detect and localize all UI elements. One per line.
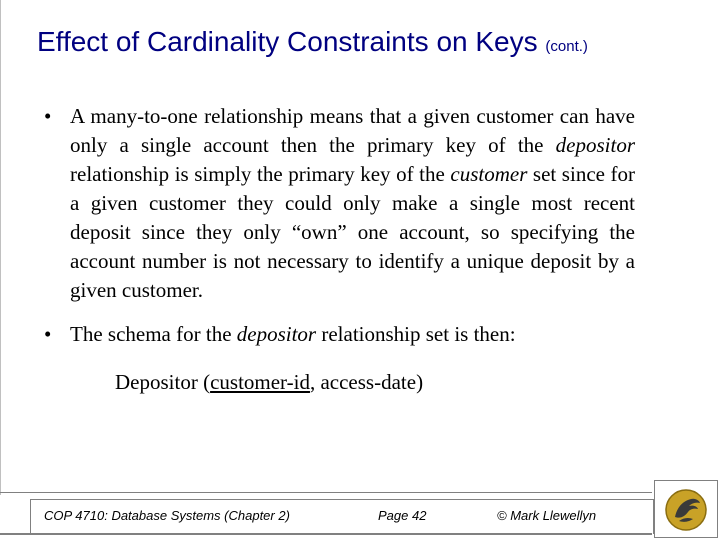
bullet1-part1: A many-to-one relationship means that a given customer can have only a single account then the primary key of the bbox=[70, 104, 635, 157]
footer-course: COP 4710: Database Systems (Chapter 2) bbox=[44, 508, 290, 523]
footer-bottom-rule bbox=[0, 533, 652, 535]
slide-title-main: Effect of Cardinality Constraints on Keys bbox=[37, 26, 538, 57]
bullet-text-2 bbox=[70, 320, 690, 349]
slide-left-edge bbox=[0, 0, 1, 495]
bullet-marker-1: • bbox=[44, 104, 52, 128]
footer-author: © Mark Llewellyn bbox=[497, 508, 597, 523]
schema-suffix: , access-date) bbox=[309, 370, 424, 394]
schema-definition bbox=[115, 368, 423, 397]
bullet2-part1: The schema for the bbox=[70, 322, 237, 346]
schema-prefix: Depositor ( bbox=[115, 370, 211, 394]
footer-top-rule bbox=[0, 492, 652, 493]
slide-title bbox=[37, 24, 697, 65]
bullet1-part2: relationship is simply the primary key of the bbox=[70, 162, 451, 186]
schema-primary-key: customer-id bbox=[210, 370, 310, 394]
footer-page-number: Page 42 bbox=[378, 508, 427, 523]
bullet1-em-customer: customer bbox=[450, 162, 528, 186]
bullet-text-1 bbox=[70, 102, 635, 305]
bullet2-part2: relationship set is then: bbox=[316, 322, 516, 346]
bullet-marker-2: • bbox=[44, 322, 52, 346]
ucf-pegasus-logo bbox=[654, 480, 718, 538]
bullet2-em-depositor: depositor bbox=[236, 322, 317, 346]
pegasus-logo-icon bbox=[655, 481, 717, 537]
bullet1-em-depositor: depositor bbox=[555, 133, 635, 157]
bullet1-part3: set since for a given customer they could only make a single most recent deposit since they only “own” one account, so specifying the account number is not necessary to identify a unique deposit by a given customer. bbox=[70, 162, 635, 302]
slide-title-suffix: (cont.) bbox=[545, 38, 588, 55]
